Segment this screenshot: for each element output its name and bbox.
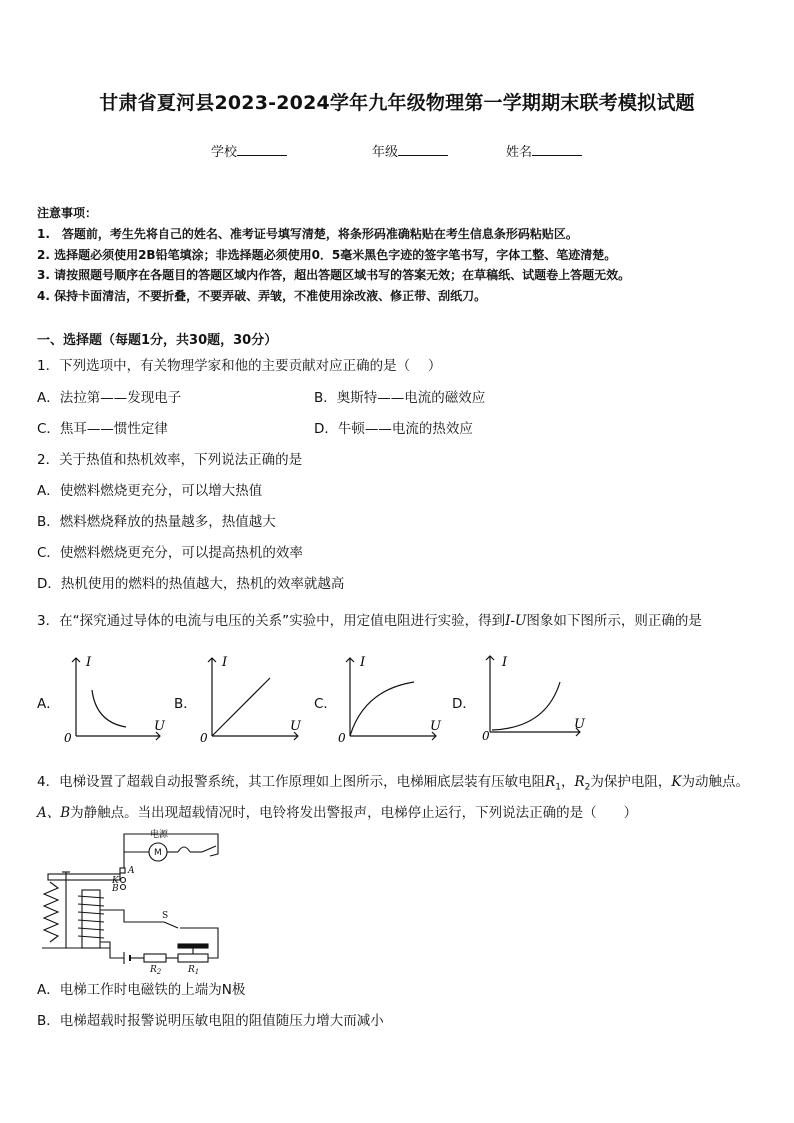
- r2-symbol: R: [574, 774, 585, 790]
- name-field: [506, 141, 582, 160]
- origin-label: 0: [482, 729, 490, 743]
- grade-field: [372, 141, 448, 160]
- resistor-r2-icon: [144, 954, 166, 962]
- switch-blade: [202, 846, 216, 852]
- bell-icon: [178, 847, 190, 852]
- spring-icon: [44, 882, 58, 942]
- x-axis-label: U: [290, 719, 301, 734]
- contact-a-label: A: [128, 866, 135, 876]
- r1-letter: R: [188, 965, 195, 975]
- question-4-stem-line-1: [37, 770, 749, 793]
- question-2-stem: 2．关于热值和热机效率，下列说法正确的是: [37, 452, 303, 468]
- question-1-option-c: C．焦耳——惯性定律: [37, 421, 168, 437]
- note-item: 1. 答题前，考生先将自己的姓名、准考证号填写清楚，将条形码准确粘贴在考生信息条形码粘贴区。: [37, 227, 578, 241]
- r1-label: [187, 965, 199, 976]
- question-3-option-c-label: C．: [314, 696, 337, 712]
- comma: ，: [561, 774, 575, 790]
- power-wire: [124, 834, 218, 856]
- question-2-option-c: C．使燃料燃烧更充分，可以提高热机的效率: [37, 545, 303, 561]
- contact-b-label: B: [112, 884, 119, 894]
- question-1-stem: 1．下列选项中，有关物理学家和他的主要贡献对应正确的是（ ）: [37, 358, 442, 374]
- y-axis-label: I: [86, 655, 92, 670]
- question-4-option-a: A．电梯工作时电磁铁的上端为N极: [37, 982, 246, 998]
- grade-blank: [398, 143, 448, 156]
- origin-label: 0: [338, 731, 346, 745]
- pressure-plate: [178, 944, 208, 948]
- y-axis-label: I: [502, 655, 508, 670]
- contact-k-icon: [121, 878, 126, 883]
- question-2-option-b: B．燃料燃烧释放的热量越多，热值越大: [37, 514, 276, 530]
- contact-a-icon: [120, 868, 125, 873]
- school-label: 学校: [211, 145, 238, 160]
- grade-label: 年级: [372, 145, 399, 160]
- control-wire: [100, 942, 124, 958]
- question-3-option-b-label: B．: [174, 696, 197, 712]
- pressure-resistor-r1-icon: [178, 954, 208, 962]
- contact-k-label: K: [112, 876, 119, 886]
- curve: [212, 678, 270, 736]
- switch-s-label: S: [162, 911, 169, 921]
- r2-subscript: 2: [584, 782, 591, 793]
- question-3-option-d-label: D．: [452, 696, 476, 712]
- origin-label: 0: [200, 731, 208, 745]
- name-blank: [532, 143, 582, 156]
- question-3-graph-b: [198, 650, 308, 750]
- origin-label: 0: [64, 731, 72, 745]
- note-item: 3. 请按照题号顺序在各题目的答题区域内作答，超出答题区域书写的答案无效；在草稿纸、试题卷上答题无效。: [37, 268, 631, 282]
- question-4-text: 为动触点。: [681, 774, 749, 790]
- y-axis-label: I: [360, 655, 366, 670]
- electromagnet-core: [82, 890, 100, 948]
- notes-heading: 注意事项：: [37, 206, 98, 220]
- question-1-option-a: A．法拉第——发现电子: [37, 390, 182, 406]
- school-field: [211, 141, 287, 160]
- section-heading: 一、选择题（每题1分，共30题，30分）: [37, 333, 278, 348]
- power-label: 电源: [150, 830, 169, 840]
- question-3-stem-pre: 3．在“探究通过导体的电流与电压的关系”实验中，用定值电阻进行实验，得到: [37, 613, 506, 629]
- r1-sub: 1: [194, 968, 200, 976]
- question-4-text: 4．电梯设置了超载自动报警系统，其工作原理如上图所示，电梯厢底层装有压敏电阻: [37, 774, 546, 790]
- curve: [350, 682, 414, 736]
- page-title: 甘肃省夏河县2023-2024学年九年级物理第一学期期末联考模拟试题: [99, 92, 695, 114]
- question-2-option-d: D．热机使用的燃料的热值越大，热机的效率就越高: [37, 576, 345, 592]
- r1-symbol: R: [545, 774, 556, 790]
- question-3-stem-post: 图象如下图所示，则正确的是: [526, 613, 702, 629]
- r2-label: [149, 965, 162, 976]
- question-3-stem: [37, 609, 702, 629]
- curve: [92, 690, 126, 727]
- y-axis-label: I: [222, 655, 228, 670]
- question-4-text: 为静触点。当出现超载情况时，电铃将发出警报声，电梯停止运行，下列说法正确的是（ ）: [70, 805, 638, 821]
- curve: [492, 682, 560, 730]
- r1-subscript: 1: [555, 782, 561, 793]
- control-wire: [100, 910, 164, 922]
- contact-b-icon: [121, 885, 126, 890]
- x-axis-label: U: [574, 717, 585, 732]
- note-item: 2. 选择题必须使用2B铅笔填涂；非选择题必须使用0．5毫米黑色字迹的签字笔书写，字体工整、笔迹清楚。: [37, 248, 617, 262]
- school-blank: [237, 143, 287, 156]
- switch-s-blade: [164, 922, 178, 928]
- elevator-alarm-circuit-diagram: [40, 826, 230, 976]
- question-4-option-b: B．电梯超载时报警说明压敏电阻的阻值随压力增大而减小: [37, 1013, 384, 1029]
- question-2-option-a: A．使燃料燃烧更充分，可以增大热值: [37, 483, 263, 499]
- motor-label: M: [154, 848, 162, 858]
- question-1-option-b: B．奥斯特——电流的磁效应: [314, 390, 486, 406]
- name-label: 姓名: [506, 145, 533, 160]
- k-symbol: K: [671, 774, 682, 790]
- question-3-stem-math: I-U: [505, 613, 527, 629]
- ab-symbols: A、B: [37, 805, 71, 821]
- question-1-option-d: D．牛顿——电流的热效应: [314, 421, 473, 437]
- question-3-option-a-label: A．: [37, 696, 60, 712]
- question-3-graph-a: [60, 650, 170, 750]
- x-axis-label: U: [430, 719, 441, 734]
- question-3-graph-c: [336, 650, 446, 750]
- question-4-text: 为保护电阻，: [590, 774, 672, 790]
- r2-letter: R: [150, 965, 157, 975]
- armature-bar: [48, 874, 120, 880]
- question-3-graph-d: [476, 648, 592, 748]
- x-axis-label: U: [154, 719, 165, 734]
- r2-sub: 2: [156, 968, 162, 976]
- question-4-stem-line-2: [37, 801, 637, 821]
- note-item: 4. 保持卡面清洁，不要折叠，不要弄破、弄皱，不准使用涂改液、修正带、刮纸刀。: [37, 289, 487, 303]
